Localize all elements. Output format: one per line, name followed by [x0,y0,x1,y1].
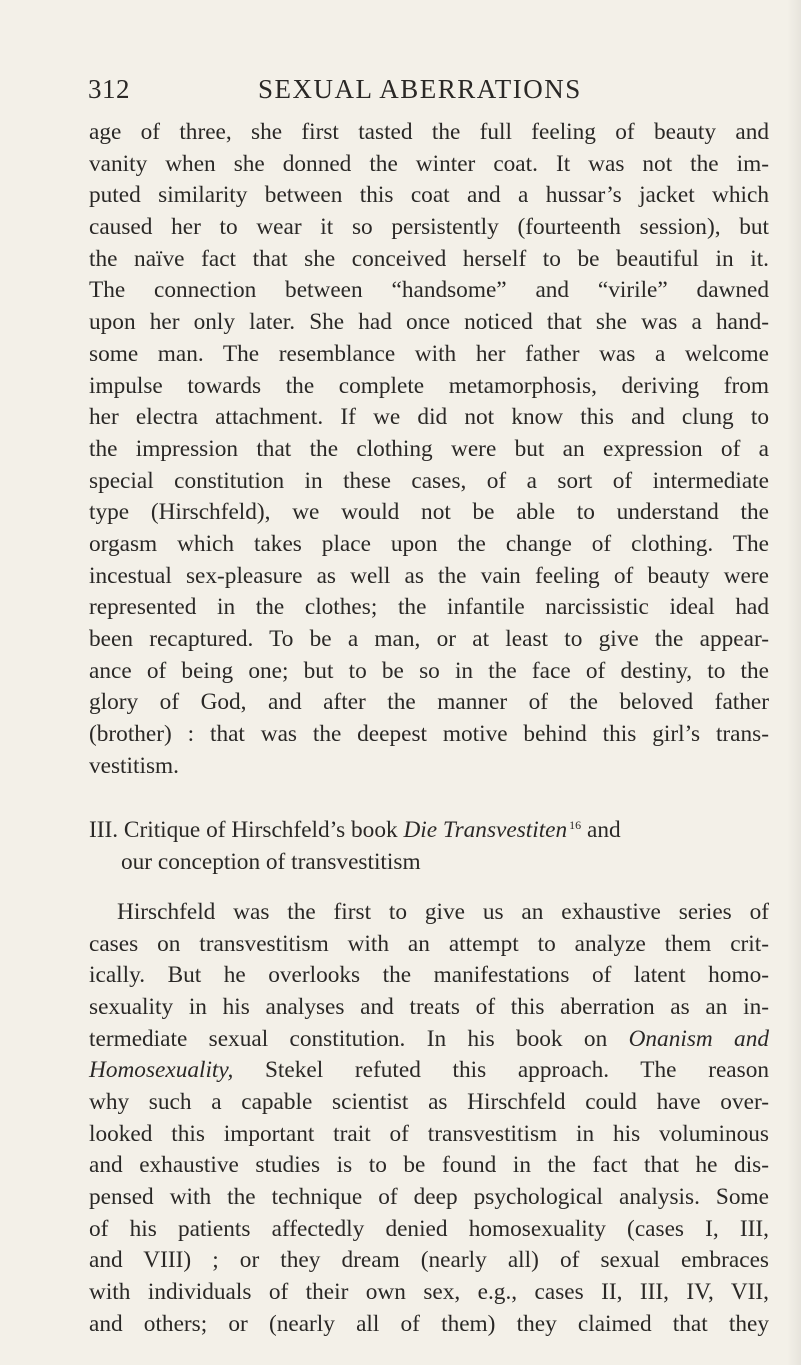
heading-prefix: III. Critique of Hirschfeld’s book [89,817,404,844]
text-line: been recaptured. To be a man, or at least to give the appear- [89,626,769,652]
section-heading-line-1 [89,815,769,847]
text-line: represented in the clothes; the infantile narcissistic ideal had [89,594,769,621]
text-line: her electra attachment. If we did not know this and clung to [89,404,769,431]
text-line: caused her to wear it so persistently (fourteenth session), but [89,214,769,241]
text-line: pensed with the technique of deep psychological analysis. Some [89,1184,769,1210]
text-line: puted similarity between this coat and a hussar’s jacket which [89,182,769,209]
text-run: Stekel refuted this approach. The reason [233,1057,769,1084]
text-line: the impression that the clothing were but an expression of a [89,435,769,462]
text-line: with individuals of their own sex, e.g., cases II, III, IV, VII, [89,1279,769,1306]
text-line [89,1055,769,1087]
text-line: cases on transvestitism with an attempt to analyze them crit- [89,930,769,957]
text-line: type (Hirschfeld), we would not be able to understand the [89,499,769,526]
text-line: (brother) : that was the deepest motive behind this girl’s trans- [89,721,769,748]
footnote-reference: 16 [569,817,582,832]
text-line: upon her only later. She had once noticed that she was a hand- [89,309,769,336]
text-line: glory of God, and after the manner of the beloved father [89,689,769,716]
running-title: SEXUAL ABERRATIONS [258,74,582,104]
text-line: ically. But he overlooks the manifestations of latent homo- [89,962,769,989]
text-line: orgasm which takes place upon the change of clothing. The [89,530,769,557]
text-line: Hirschfeld was the first to give us an exhaustive series of [117,898,769,925]
text-line: age of three, she first tasted the full feeling of beauty and [89,119,769,145]
text-line: vestitism. [89,752,179,779]
text-line: special constitution in these cases, of a sort of intermediate [89,467,769,494]
text-line [89,1024,769,1056]
book-title-italic: Homosexuality, [89,1057,234,1084]
text-run: termediate sexual constitution. In his book on [89,1025,629,1052]
text-line: impulse towards the complete metamorphosis, deriving from [89,372,769,399]
text-line: and exhaustive studies is to be found in the fact that he dis- [89,1152,769,1179]
page-number: 312 [88,74,130,104]
text-line: some man. The resemblance with her father was a welcome [89,340,769,367]
text-line: sexuality in his analyses and treats of this aberration as an in- [89,993,769,1020]
section-heading-line-2: our conception of transvestitism [121,849,421,876]
running-head [88,74,768,114]
text-line: The connection between “handsome” and “virile” dawned [89,277,769,304]
heading-suffix: and [581,817,621,844]
book-title-italic: Onanism and [628,1025,770,1052]
text-line: of his patients affectedly denied homosexuality (cases I, III, [89,1215,769,1242]
text-line: ance of being one; but to be so in the face of destiny, to the [89,657,769,684]
section-heading [89,815,769,878]
paragraph-hirschfeld [89,897,769,1341]
text-line: the naïve fact that she conceived herself to be beautiful in it. [89,245,769,272]
text-line: why such a capable scientist as Hirschfeld could have over- [89,1088,769,1115]
text-line: and others; or (nearly all of them) they claimed that they [89,1310,769,1337]
text-line: vanity when she donned the winter coat. It was not the im- [89,150,769,177]
text-line: looked this important trait of transvestitism in his voluminous [89,1120,769,1147]
body-text [89,117,769,1340]
text-line: incestual sex-pleasure as well as the vain feeling of beauty were [89,562,769,589]
paragraph-continued [89,117,769,782]
page-edge-shadow [787,0,801,1365]
heading-book-title: Die Transvestiten [403,817,568,844]
text-line: and VIII) ; or they dream (nearly all) of sexual embraces [89,1247,769,1274]
